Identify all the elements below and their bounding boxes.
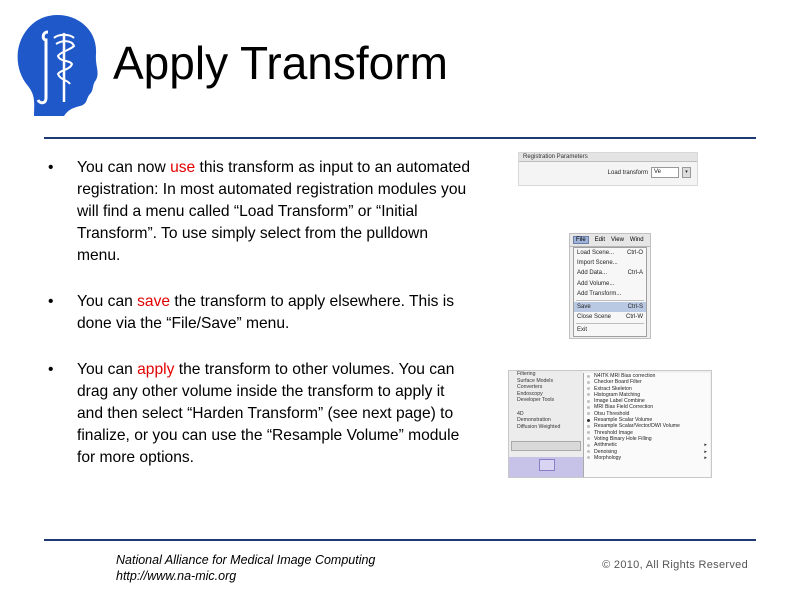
bullet-symbol: • <box>48 361 54 378</box>
modules-menu-screenshot <box>508 370 712 478</box>
menu-item-shortcut: Ctrl-S <box>627 303 643 310</box>
bullet-text-post: this transform as input to an automated registration: In most automated registration modules you will find a menu called “Load Transform” or “Initial Transform”. To use simply select from the pulldown menu. <box>77 159 470 264</box>
registration-parameters-screenshot <box>518 152 698 186</box>
module-categories <box>509 371 583 477</box>
menu-view[interactable]: View <box>611 237 624 243</box>
menu-item-shortcut: Ctrl-O <box>627 250 643 256</box>
load-transform-row <box>608 167 691 178</box>
dropdown-arrow-icon[interactable]: ▾ <box>682 167 691 178</box>
submenu-item-label: Resample Scalar/Vector/DWI Volume <box>594 423 680 430</box>
category-item[interactable]: Developer Tools <box>517 397 555 404</box>
bullet-text-post: the transform to other volumes. You can drag any other volume inside the transform to apply it and then select “Harden Transform” (see next page) to finalize, or you can use the “Resample Volume” module for more options. <box>77 361 460 466</box>
bullet-highlight: save <box>137 293 171 310</box>
category-item[interactable]: Surface Models <box>517 377 554 384</box>
menu-item-shortcut: Ctrl-A <box>627 270 643 277</box>
menu-item-shortcut: Ctrl-W <box>626 314 643 321</box>
menu-item-label: Add Data... <box>577 270 608 277</box>
bullet-text-post: the transform to apply elsewhere. This is done via the “File/Save” menu. <box>77 293 455 332</box>
menu-edit[interactable]: Edit <box>594 237 606 243</box>
menu-separator <box>576 323 644 324</box>
filtering-submenu <box>583 373 710 477</box>
category-item[interactable]: 4D <box>517 410 524 417</box>
menu-item-label: Exit <box>577 327 588 334</box>
submenu-item-label: Resample Scalar Volume <box>594 417 653 424</box>
submenu-arrow-icon: ▸ <box>704 442 707 449</box>
menu-file[interactable]: File <box>573 236 589 244</box>
bullet-symbol: • <box>48 293 54 310</box>
submenu-item-label: Extract Skeleton <box>594 385 632 392</box>
submenu-item-label: Image Label Combine <box>594 398 645 405</box>
viewer-box <box>539 459 555 471</box>
menu-separator <box>576 300 644 301</box>
menu-item-add-transform[interactable] <box>574 289 646 299</box>
submenu-item-label: N4ITK MRI Bias correction <box>594 373 656 379</box>
bullet-item <box>44 359 474 469</box>
menu-item-add-volume[interactable] <box>574 279 646 289</box>
menu-item-label: Save <box>577 303 591 310</box>
footer-org-block <box>116 552 375 584</box>
menubar <box>570 234 650 247</box>
submenu-item-label: Voting Binary Hole Filling <box>594 435 652 442</box>
bullet-text-pre: You can now <box>77 159 171 176</box>
category-item[interactable]: Endoscopy <box>517 390 543 397</box>
submenu-item-label: Histogram Matching <box>594 391 641 398</box>
bullet-text-pre: You can <box>77 361 138 378</box>
menu-item-label: Import Scene... <box>577 260 618 267</box>
bullet-symbol: • <box>48 159 54 176</box>
menu-item-load-scene[interactable] <box>574 248 646 258</box>
bullet-item <box>44 291 474 335</box>
bullet-list <box>44 157 474 469</box>
category-item[interactable]: Diffusion Weighted <box>517 423 561 430</box>
submenu-item[interactable] <box>584 455 710 461</box>
submenu-item-label: Otsu Threshold <box>594 410 630 417</box>
bottom-divider <box>44 539 756 541</box>
namic-logo <box>12 10 104 118</box>
menu-item-label: Load Scene... <box>577 250 615 256</box>
menu-item-label: Close Scene <box>577 314 612 321</box>
submenu-item-label: MRI Bias Field Correction <box>594 404 654 411</box>
footer-copyright: © 2010, All Rights Reserved <box>602 559 748 571</box>
menu-item-exit[interactable] <box>574 325 646 335</box>
bullet-highlight: apply <box>137 361 175 378</box>
submenu-item-label: Morphology <box>594 454 622 461</box>
bullet-highlight: use <box>170 159 196 176</box>
bullet-text-pre: You can <box>77 293 138 310</box>
submenu-item-label: Arithmetic <box>594 442 618 449</box>
file-dropdown <box>573 247 647 337</box>
submenu-item-label: Threshold Image <box>594 429 633 436</box>
submenu-arrow-icon: ▸ <box>704 448 707 455</box>
menu-item-add-data[interactable] <box>574 268 646 278</box>
category-item[interactable]: Converters <box>517 384 543 391</box>
submenu-item-label: Checker Board Filter <box>594 379 642 386</box>
slide-title: Apply Transform <box>113 37 448 89</box>
category-item[interactable]: Demonstration <box>517 417 551 424</box>
footer-org-name: National Alliance for Medical Image Computing <box>116 553 376 567</box>
footer-url[interactable]: http://www.na-mic.org <box>116 569 237 583</box>
menu-item-label: Add Volume... <box>577 280 615 287</box>
viewer-panel <box>509 457 583 477</box>
menu-item-label: Add Transform... <box>577 290 622 297</box>
load-transform-select[interactable]: Ve <box>651 167 679 178</box>
top-divider <box>44 137 756 139</box>
file-menu-screenshot <box>569 233 651 339</box>
category-item[interactable] <box>509 404 583 411</box>
load-transform-label: Load transform <box>607 169 648 176</box>
bullet-item <box>44 157 474 267</box>
menu-item-import-scene[interactable] <box>574 258 646 268</box>
menu-window[interactable]: Wind <box>629 237 644 243</box>
slider-track[interactable] <box>511 441 581 451</box>
registration-parameters-header: Registration Parameters <box>519 153 697 162</box>
category-item[interactable]: Filtering <box>517 371 536 377</box>
submenu-item-label: Denoising <box>594 448 618 455</box>
menu-item-save[interactable] <box>574 302 646 312</box>
submenu-arrow-icon: ▸ <box>704 454 707 461</box>
menu-item-close-scene[interactable] <box>574 312 646 322</box>
